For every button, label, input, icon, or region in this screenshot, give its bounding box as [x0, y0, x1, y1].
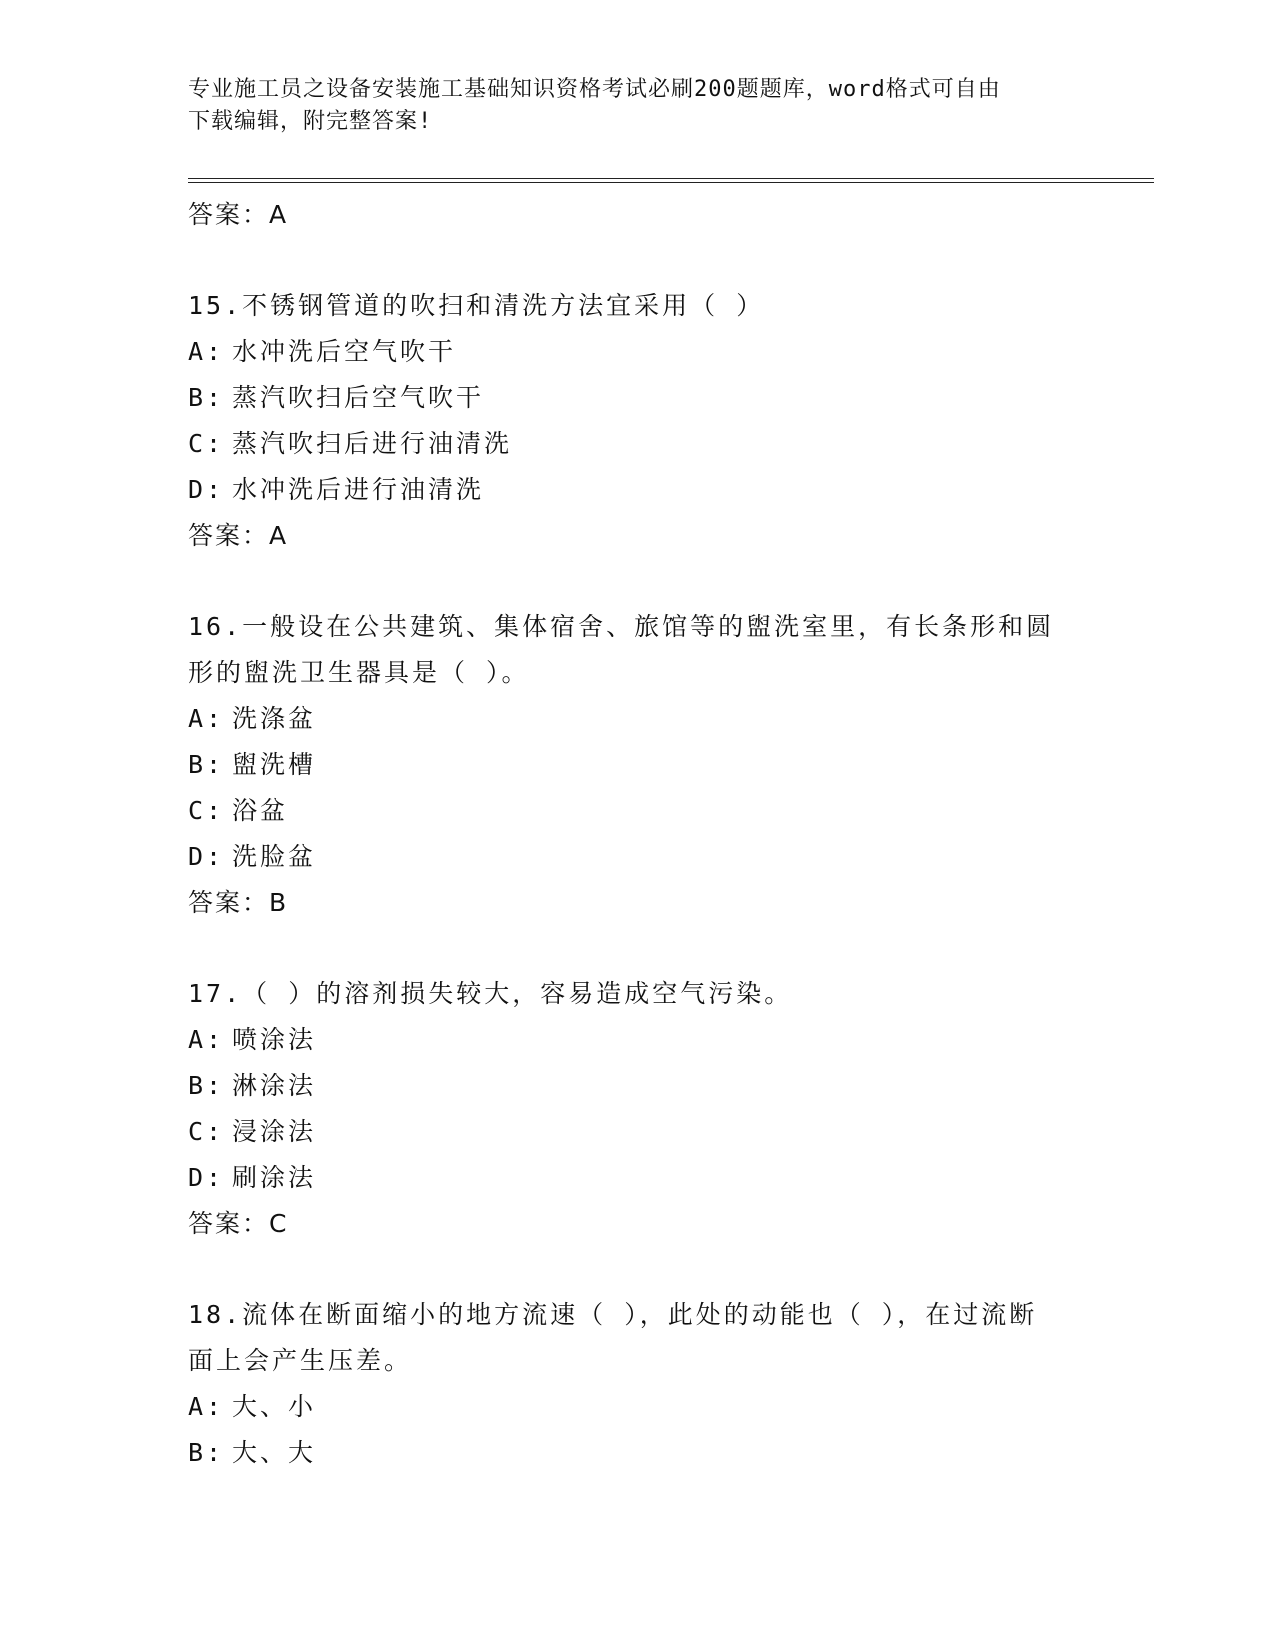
question-text: 17.（ ）的溶剂损失较大，容易造成空气污染。 — [188, 979, 793, 1008]
option-letter: D: — [188, 475, 225, 504]
option-letter: A: — [188, 1025, 225, 1054]
option-text: 洗脸盆 — [232, 842, 317, 871]
question-text: 18.流体在断面缩小的地方流速（ ），此处的动能也（ ），在过流断 — [188, 1300, 1038, 1329]
option-letter: D: — [188, 1163, 225, 1192]
option-letter: D: — [188, 842, 225, 871]
answer-line: 答案：A — [188, 200, 289, 229]
option-b — [188, 1063, 1088, 1109]
option-a — [188, 696, 1088, 742]
option-d — [188, 1155, 1088, 1201]
header-divider — [188, 178, 1154, 183]
option-a — [188, 329, 1088, 375]
question-text: 15.不锈钢管道的吹扫和清洗方法宜采用（ ） — [188, 291, 765, 320]
option-letter: C: — [188, 796, 225, 825]
option-text: 洗涤盆 — [232, 704, 317, 733]
option-a — [188, 1384, 1088, 1430]
option-text: 浴盆 — [232, 796, 289, 825]
question-15 — [188, 283, 1088, 559]
option-b — [188, 742, 1088, 788]
question-list — [188, 192, 1088, 1476]
option-text: 淋涂法 — [232, 1071, 317, 1100]
header-line-1: 专业施工员之设备安装施工基础知识资格考试必刷200题题库，word格式可自由 — [188, 77, 1001, 102]
header-line-2: 下载编辑，附完整答案! — [188, 109, 433, 134]
option-text: 水冲洗后空气吹干 — [232, 337, 457, 366]
option-text: 大、大 — [232, 1438, 317, 1467]
option-b — [188, 1430, 1088, 1476]
option-letter: B: — [188, 750, 225, 779]
option-b — [188, 375, 1088, 421]
option-text: 水冲洗后进行油清洗 — [232, 475, 485, 504]
question-17 — [188, 971, 1088, 1247]
question-18 — [188, 1292, 1088, 1476]
answer-line: 答案：B — [188, 888, 289, 917]
option-letter: B: — [188, 1438, 225, 1467]
option-d — [188, 467, 1088, 513]
option-text: 浸涂法 — [232, 1117, 317, 1146]
question-text-continued: 面上会产生压差。 — [188, 1346, 413, 1375]
answer-line: 答案：A — [188, 521, 289, 550]
question-text: 16.一般设在公共建筑、集体宿舍、旅馆等的盥洗室里，有长条形和圆 — [188, 612, 1055, 641]
option-letter: B: — [188, 383, 225, 412]
option-text: 大、小 — [232, 1392, 317, 1421]
option-letter: B: — [188, 1071, 225, 1100]
option-text: 喷涂法 — [232, 1025, 317, 1054]
document-header — [188, 74, 1088, 138]
option-letter: C: — [188, 1117, 225, 1146]
option-text: 刷涂法 — [232, 1163, 317, 1192]
option-letter: C: — [188, 429, 225, 458]
question-16 — [188, 604, 1088, 926]
option-text: 蒸汽吹扫后空气吹干 — [232, 383, 485, 412]
option-c — [188, 788, 1088, 834]
option-letter: A: — [188, 337, 225, 366]
question-text-continued: 形的盥洗卫生器具是（ ）。 — [188, 658, 530, 687]
option-c — [188, 1109, 1088, 1155]
option-letter: A: — [188, 704, 225, 733]
option-letter: A: — [188, 1392, 225, 1421]
option-d — [188, 834, 1088, 880]
option-c — [188, 421, 1088, 467]
option-text: 蒸汽吹扫后进行油清洗 — [232, 429, 513, 458]
answer-line: 答案：C — [188, 1209, 289, 1238]
option-a — [188, 1017, 1088, 1063]
option-text: 盥洗槽 — [232, 750, 317, 779]
